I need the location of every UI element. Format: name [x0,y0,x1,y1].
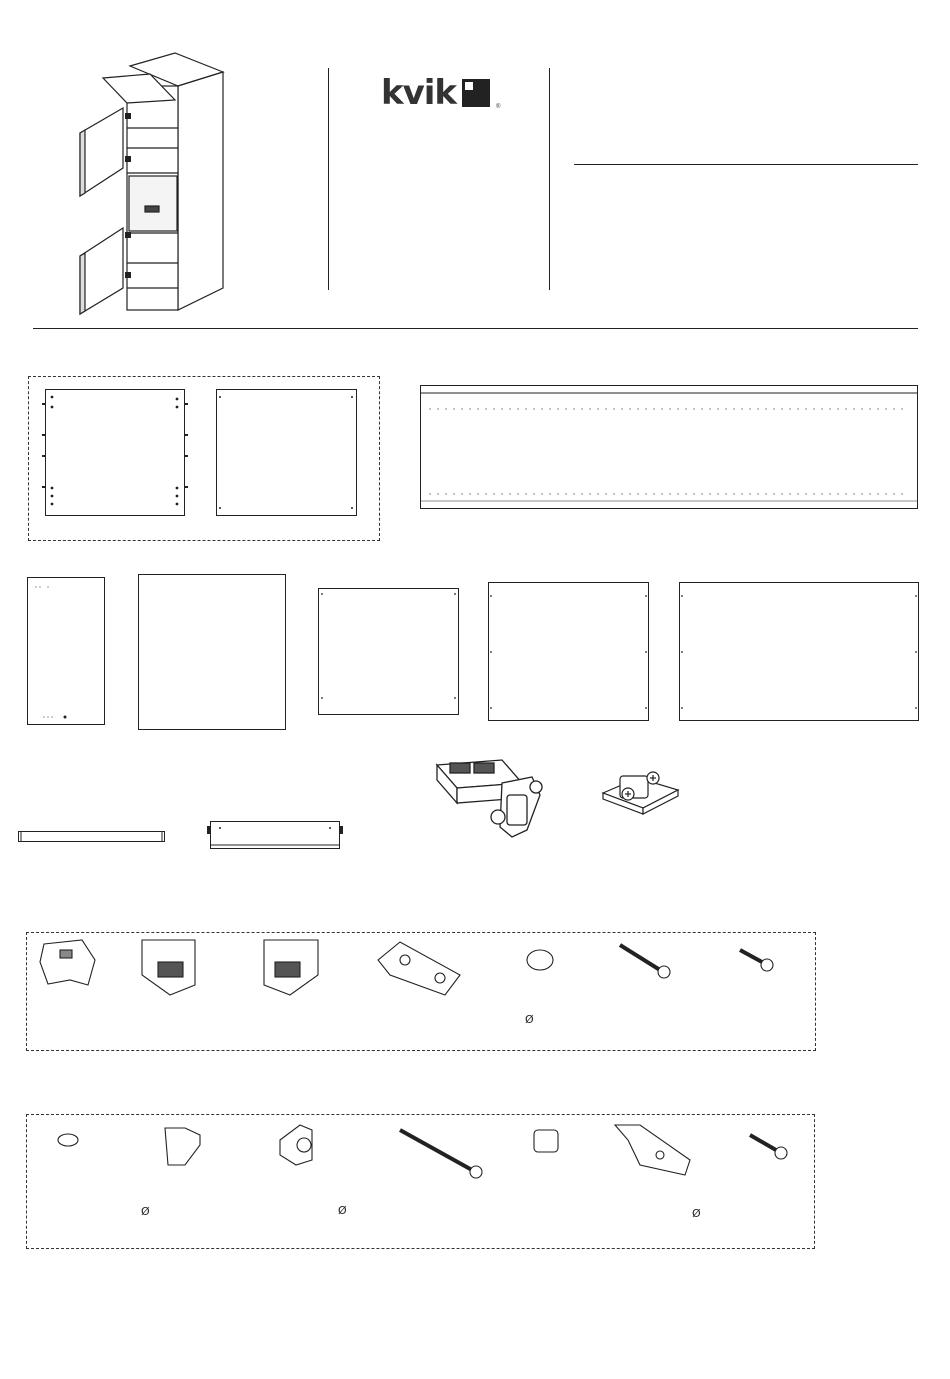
registered-mark: ® [496,104,501,110]
diameter-label-1: Ø [525,1013,534,1026]
shelf-pin-icon [165,1128,200,1165]
brand-name: kvik [381,73,457,113]
dowel-icon [58,1134,78,1146]
diameter-label-2c: Ø [692,1207,701,1220]
diameter-label-2a: Ø [141,1205,150,1218]
connector-icon [615,1125,690,1175]
diameter-label-2b: Ø [338,1204,347,1217]
